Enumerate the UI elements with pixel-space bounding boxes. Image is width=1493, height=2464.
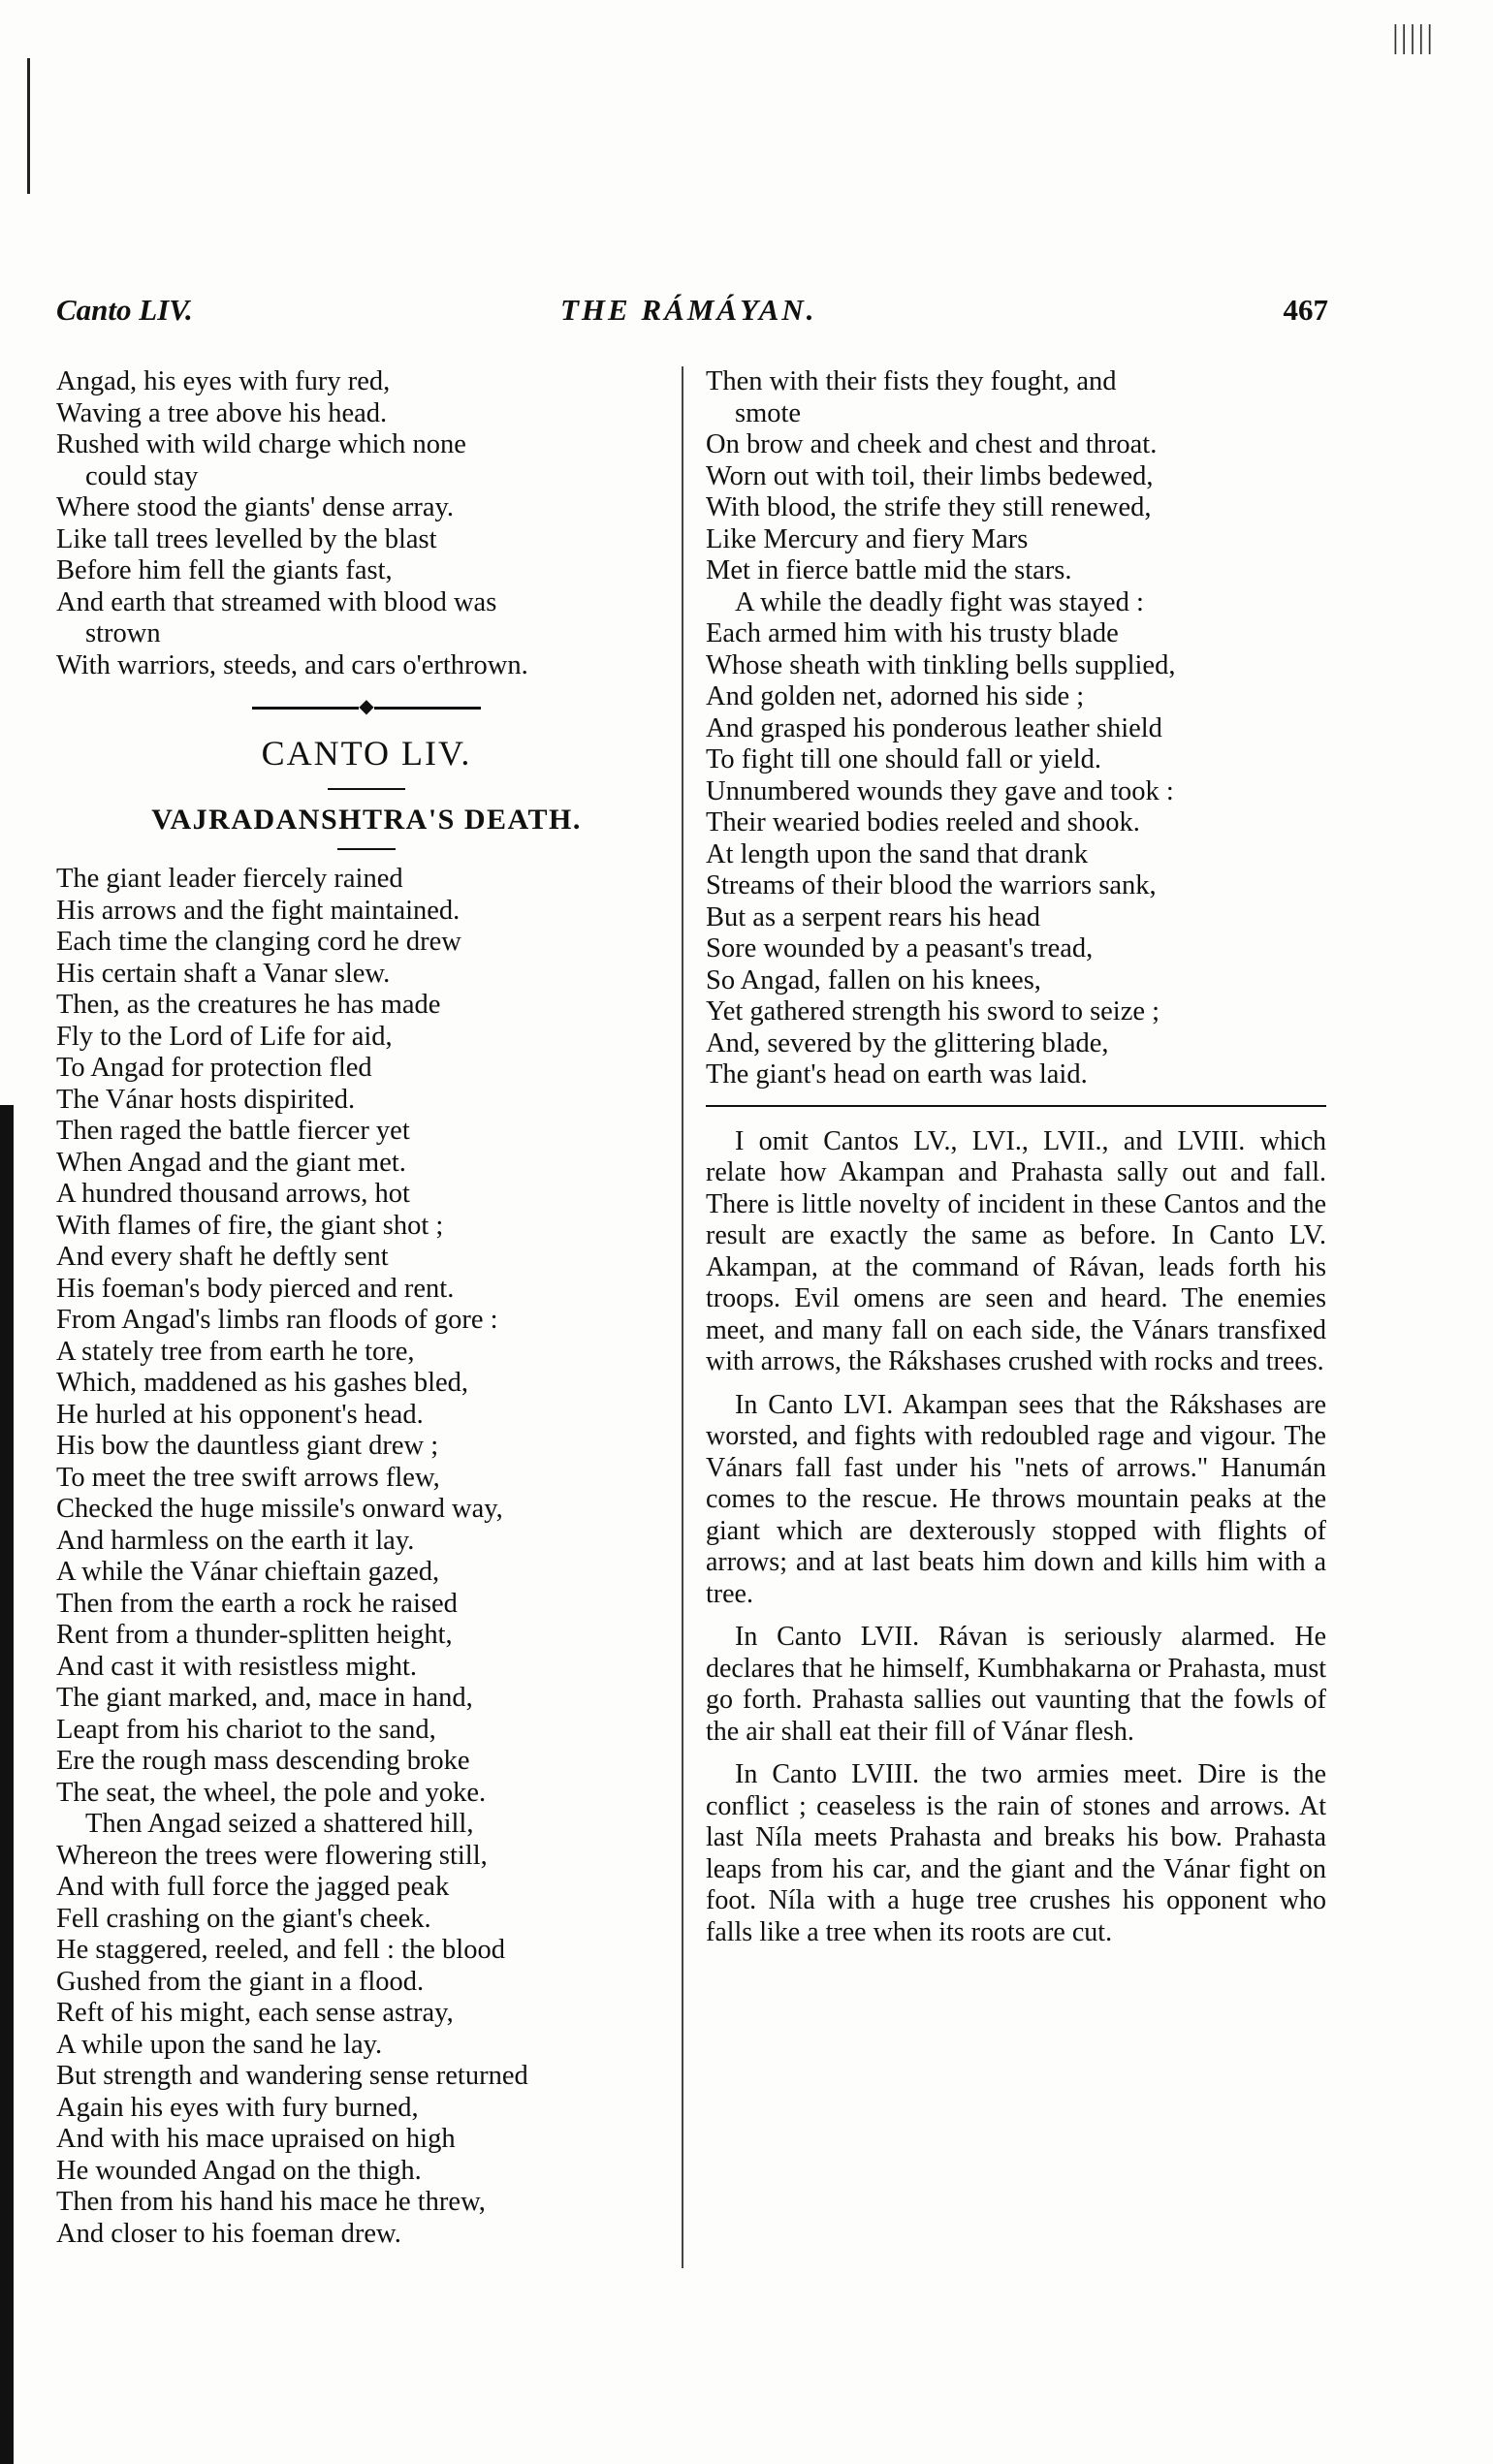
scan-binding-shadow bbox=[0, 1105, 14, 2464]
verse-line: Then raged the battle fiercer yet bbox=[56, 1116, 410, 1146]
verse-line: smote bbox=[735, 397, 802, 428]
verse-line: Checked the huge missile's onward way, bbox=[56, 1494, 503, 1524]
verse-line: The giant leader fiercely rained bbox=[56, 864, 403, 894]
scan-edge-mark bbox=[27, 58, 30, 194]
verse-line: Waving a tree above his head. bbox=[56, 397, 388, 428]
section-rule bbox=[706, 1105, 1326, 1107]
verse-line: Their wearied bodies reeled and shook. bbox=[706, 807, 1140, 837]
verse-line: From Angad's limbs ran floods of gore : bbox=[56, 1305, 498, 1335]
verse-line: Whose sheath with tinkling bells supplied, bbox=[706, 649, 1176, 680]
verse-line: With warriors, steeds, and cars o'erthrown. bbox=[56, 649, 528, 680]
verse-line: Reft of his might, each sense astray, bbox=[56, 1998, 454, 2028]
verse-line: And cast it with resistless might. bbox=[56, 1651, 418, 1682]
verse-line: He staggered, reeled, and fell : the blood bbox=[56, 1935, 505, 1965]
header-title: THE RÁMÁYAN. bbox=[560, 293, 817, 327]
verse-line: Fly to the Lord of Life for aid, bbox=[56, 1021, 393, 1052]
verse-line: A while the Vánar chieftain gazed, bbox=[56, 1557, 440, 1587]
verse-line: Ere the rough mass descending broke bbox=[56, 1746, 470, 1776]
verse-line: But strength and wandering sense returned bbox=[56, 2061, 528, 2091]
verse-line: The Vánar hosts dispirited. bbox=[56, 1084, 356, 1115]
verse-line: Like tall trees levelled by the blast bbox=[56, 523, 437, 554]
header-canto: Canto LIV. bbox=[56, 293, 193, 327]
verse-line: Like Mercury and fiery Mars bbox=[706, 523, 1029, 554]
verse-line: Rent from a thunder-splitten height, bbox=[56, 1620, 453, 1650]
verse-block-right bbox=[706, 366, 1326, 1091]
verse-line: So Angad, fallen on his knees, bbox=[706, 964, 1041, 995]
verse-line: And with full force the jagged peak bbox=[56, 1872, 450, 1902]
chapter-title: VAJRADANSHTRA'S DEATH. bbox=[151, 804, 582, 836]
prose-paragraph: I omit Cantos LV., LVI., LVII., and LVIII. which relate how Akampan and Prahasta sally out and fall. There is little novelty of incident in these Cantos and the result are exactly the same as before. In Canto LV. Akampan, at the command of Rávan, leads forth his troops. Evil omens are seen and heard. The enemies meet, and many fall on each side, the Vánars transfixed with arrows, the Rákshases crushed with rocks and trees. bbox=[706, 1125, 1326, 1376]
prose-paragraph: In Canto LVIII. the two armies meet. Dire is the conflict ; ceaseless is the rain of stones and arrows. At last Níla meets Prahasta and breaks his bow. Prahasta leaps from his car, and the giant and the Vánar fight on foot. Níla with a huge tree crushes his opponent who falls like a tree when its roots are cut. bbox=[706, 1759, 1326, 1947]
verse-line: Whereon the trees were flowering still, bbox=[56, 1840, 488, 1871]
verse-line: To fight till one should fall or yield. bbox=[706, 744, 1102, 774]
verse-line: To Angad for protection fled bbox=[56, 1053, 372, 1083]
verse-line: Fell crashing on the giant's cheek. bbox=[56, 1903, 431, 1934]
verse-line: His foeman's body pierced and rent. bbox=[56, 1273, 455, 1304]
verse-line: Angad, his eyes with fury red, bbox=[56, 366, 391, 396]
verse-line: His certain shaft a Vanar slew. bbox=[56, 958, 391, 989]
verse-line: And golden net, adorned his side ; bbox=[706, 681, 1085, 711]
verse-line: Sore wounded by a peasant's tread, bbox=[706, 933, 1094, 963]
verse-line: Worn out with toil, their limbs bedewed, bbox=[706, 460, 1154, 491]
verse-line: And grasped his ponderous leather shield bbox=[706, 712, 1162, 743]
verse-line: Yet gathered strength his sword to seize ; bbox=[706, 996, 1160, 1027]
verse-line: Before him fell the giants fast, bbox=[56, 555, 393, 585]
verse-line: Streams of their blood the warriors sank, bbox=[706, 870, 1157, 900]
canto-title: CANTO LIV. bbox=[261, 734, 472, 773]
page-number: 467 bbox=[1283, 293, 1328, 327]
column-divider bbox=[682, 366, 683, 2268]
verse-line: But as a serpent rears his head bbox=[706, 901, 1041, 932]
verse-line: And, severed by the glittering blade, bbox=[706, 1027, 1109, 1058]
verse-line: could stay bbox=[85, 460, 199, 491]
verse-line: strown bbox=[85, 618, 161, 648]
verse-line: Gushed from the giant in a flood. bbox=[56, 1966, 425, 1997]
verse-line: A while upon the sand he lay. bbox=[56, 2029, 383, 2060]
verse-line: Then from the earth a rock he raised bbox=[56, 1588, 458, 1619]
verse-line: Which, maddened as his gashes bled, bbox=[56, 1368, 469, 1398]
verse-line: Unnumbered wounds they gave and took : bbox=[706, 775, 1174, 806]
chapter-rule bbox=[337, 848, 396, 850]
verse-line: Again his eyes with fury burned, bbox=[56, 2092, 419, 2123]
scan-corner-marks: ||||| bbox=[1392, 19, 1436, 55]
verse-line: Then from his hand his mace he threw, bbox=[56, 2187, 486, 2217]
verse-line: The giant marked, and, mace in hand, bbox=[56, 1683, 473, 1713]
verse-line: Leapt from his chariot to the sand, bbox=[56, 1714, 436, 1745]
verse-line: And closer to his foeman drew. bbox=[56, 2218, 401, 2249]
verse-line: Each armed him with his trusty blade bbox=[706, 618, 1119, 648]
prose-paragraph: In Canto LVII. Rávan is seriously alarmed. He declares that he himself, Kumbhakarna or Prahasta, must go forth. Prahasta sallies out vaunting that the fowls of the air shall eat their fill of Vánar flesh. bbox=[706, 1622, 1326, 1747]
verse-line: On brow and cheek and chest and throat. bbox=[706, 429, 1158, 459]
verse-line: With blood, the strife they still renewed, bbox=[706, 492, 1152, 522]
verse-line: And harmless on the earth it lay. bbox=[56, 1525, 415, 1556]
right-column bbox=[706, 366, 1326, 1960]
running-header bbox=[56, 293, 1328, 335]
verse-line: His bow the dauntless giant drew ; bbox=[56, 1431, 439, 1461]
verse-line: And every shaft he deftly sent bbox=[56, 1242, 389, 1272]
verse-line: With flames of fire, the giant shot ; bbox=[56, 1210, 444, 1241]
verse-line: A stately tree from earth he tore, bbox=[56, 1336, 415, 1367]
verse-line: Then Angad seized a shattered hill, bbox=[85, 1809, 474, 1839]
verse-line: He wounded Angad on the thigh. bbox=[56, 2155, 422, 2186]
verse-line: The seat, the wheel, the pole and yoke. bbox=[56, 1777, 487, 1808]
verse-block-main bbox=[56, 864, 677, 2250]
prose-paragraph: In Canto LVI. Akampan sees that the Rákshases are worsted, and fights with redoubled rage and vigour. The Vánars fall fast under his "nets of arrows." Hanumán comes to the rescue. He throws mountain peaks at the giant which are dexterously stopped with flights of arrows; and at last beats him down and kills him with a tree. bbox=[706, 1389, 1326, 1609]
verse-line: Where stood the giants' dense array. bbox=[56, 492, 455, 522]
section-ornament: ◆ bbox=[56, 697, 677, 716]
verse-line: A while the deadly fight was stayed : bbox=[735, 586, 1144, 617]
verse-line: The giant's head on earth was laid. bbox=[706, 1059, 1088, 1090]
verse-block-top bbox=[56, 366, 677, 681]
title-rule bbox=[328, 788, 405, 790]
verse-line: A hundred thousand arrows, hot bbox=[56, 1179, 410, 1209]
verse-line: To meet the tree swift arrows flew, bbox=[56, 1462, 440, 1493]
verse-line: And earth that streamed with blood was bbox=[56, 586, 497, 617]
verse-line: And with his mace upraised on high bbox=[56, 2124, 456, 2154]
left-column bbox=[56, 366, 677, 2250]
verse-line: At length upon the sand that drank bbox=[706, 838, 1089, 869]
prose-summary bbox=[706, 1126, 1326, 1949]
verse-line: Then, as the creatures he has made bbox=[56, 990, 441, 1020]
verse-line: Met in fierce battle mid the stars. bbox=[706, 555, 1072, 585]
verse-line: Rushed with wild charge which none bbox=[56, 429, 466, 459]
verse-line: He hurled at his opponent's head. bbox=[56, 1399, 424, 1430]
verse-line: His arrows and the fight maintained. bbox=[56, 895, 461, 926]
verse-line: Then with their fists they fought, and bbox=[706, 366, 1117, 396]
verse-line: When Angad and the giant met. bbox=[56, 1147, 406, 1178]
verse-line: Each time the clanging cord he drew bbox=[56, 927, 461, 957]
